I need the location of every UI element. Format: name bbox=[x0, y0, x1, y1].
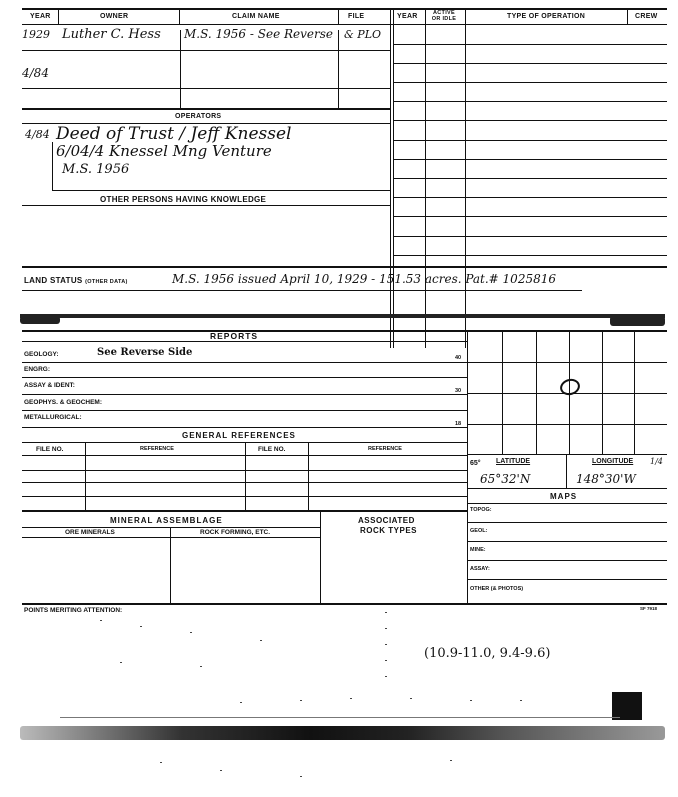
rock-types-label: ROCK TYPES bbox=[360, 526, 418, 535]
operator-line-1: Deed of Trust / Jeff Knessel bbox=[56, 124, 292, 144]
owner-entry-claim-1: M.S. 1956 - See Reverse bbox=[184, 27, 333, 41]
operator-line-3: M.S. 1956 bbox=[62, 162, 130, 177]
land-status-title: LAND STATUS bbox=[24, 276, 83, 285]
reports-metallurgical-num: 18 bbox=[455, 421, 462, 427]
mineral-assemblage-title: MINERAL ASSEMBLAGE bbox=[110, 516, 223, 525]
reports-geology-value: See Reverse Side bbox=[97, 347, 193, 358]
operator-line-1-date: 4/84 bbox=[25, 128, 50, 141]
ore-minerals-label: ORE MINERALS bbox=[65, 529, 115, 536]
owner-entry-owner-1: Luther C. Hess bbox=[62, 27, 161, 42]
maps-title: MAPS bbox=[550, 492, 578, 501]
gen-ref-header-reference-2: REFERENCE bbox=[368, 446, 402, 452]
rock-forming-label: ROCK FORMING, ETC. bbox=[200, 529, 271, 536]
reports-assay-label: ASSAY & IDENT: bbox=[24, 382, 75, 389]
maps-mine-label: MINE: bbox=[470, 547, 486, 553]
maps-assay-label: ASSAY: bbox=[470, 566, 490, 572]
reports-metallurgical-label: METALLURGICAL: bbox=[24, 414, 82, 421]
associated-label: ASSOCIATED bbox=[358, 516, 415, 525]
gen-ref-header-reference-1: REFERENCE bbox=[140, 446, 174, 452]
form-number: SF 7918 bbox=[640, 606, 658, 611]
operators-label: OPERATORS bbox=[175, 113, 222, 120]
lat-prefix: 65° bbox=[470, 460, 481, 467]
land-status-text: M.S. 1956 issued April 10, 1929 - 151.53 acres. Pat.# 1025816 bbox=[172, 272, 556, 286]
maps-other-label: OTHER (& PHOTOS) bbox=[470, 586, 524, 592]
reports-engrg-label: ENGRG: bbox=[24, 366, 50, 373]
header-claim-name: CLAIM NAME bbox=[232, 13, 280, 20]
header-owner: OWNER bbox=[100, 13, 129, 20]
longitude-value: 148°30'W bbox=[576, 472, 636, 486]
top-band bbox=[20, 314, 665, 318]
maps-geol-label: GEOL: bbox=[470, 528, 488, 534]
header-year: YEAR bbox=[30, 13, 51, 20]
points-meriting-label: POINTS MERITING ATTENTION: bbox=[24, 607, 123, 614]
location-marker-icon bbox=[558, 377, 581, 398]
points-note: (10.9-11.0, 9.4-9.6) bbox=[424, 646, 551, 661]
longitude-label: LONGITUDE bbox=[592, 458, 634, 465]
owner-entry-file-1: & PLO bbox=[344, 28, 382, 41]
other-persons-label: OTHER PERSONS HAVING KNOWLEDGE bbox=[100, 195, 267, 204]
gen-ref-header-file-no-1: FILE NO. bbox=[36, 446, 64, 453]
operator-line-2: 6/04/4 Knessel Mng Venture bbox=[56, 142, 272, 160]
header-type-of-operation: TYPE OF OPERATION bbox=[507, 13, 586, 20]
reports-assay-num: 30 bbox=[455, 388, 462, 394]
owner-entry-year-2: 4/84 bbox=[22, 66, 49, 80]
header-file: FILE bbox=[348, 13, 365, 20]
header-year-2: YEAR bbox=[397, 13, 418, 20]
reports-title: REPORTS bbox=[210, 331, 259, 341]
reports-geology-label: GEOLOGY: bbox=[24, 351, 59, 358]
reports-geophys-label: GEOPHYS. & GEOCHEM: bbox=[24, 399, 103, 406]
land-status-label bbox=[24, 276, 128, 285]
reports-geology-num: 40 bbox=[455, 355, 462, 361]
land-status-sub: (OTHER DATA) bbox=[85, 279, 128, 285]
scan-block bbox=[612, 692, 642, 720]
header-crew: CREW bbox=[635, 13, 658, 20]
latitude-value: 65°32'N bbox=[480, 472, 531, 486]
general-references-title: GENERAL REFERENCES bbox=[182, 431, 296, 440]
header-active-or-idle: ACTIVE OR IDLE bbox=[431, 10, 457, 22]
latitude-label: LATITUDE bbox=[496, 458, 531, 465]
longitude-suffix: 1/4 bbox=[650, 457, 663, 466]
maps-topog-label: TOPOG: bbox=[470, 507, 492, 513]
owner-entry-year-1: 1929 bbox=[22, 28, 50, 41]
gen-ref-header-file-no-2: FILE NO. bbox=[258, 446, 286, 453]
scan-smudge bbox=[20, 726, 665, 740]
